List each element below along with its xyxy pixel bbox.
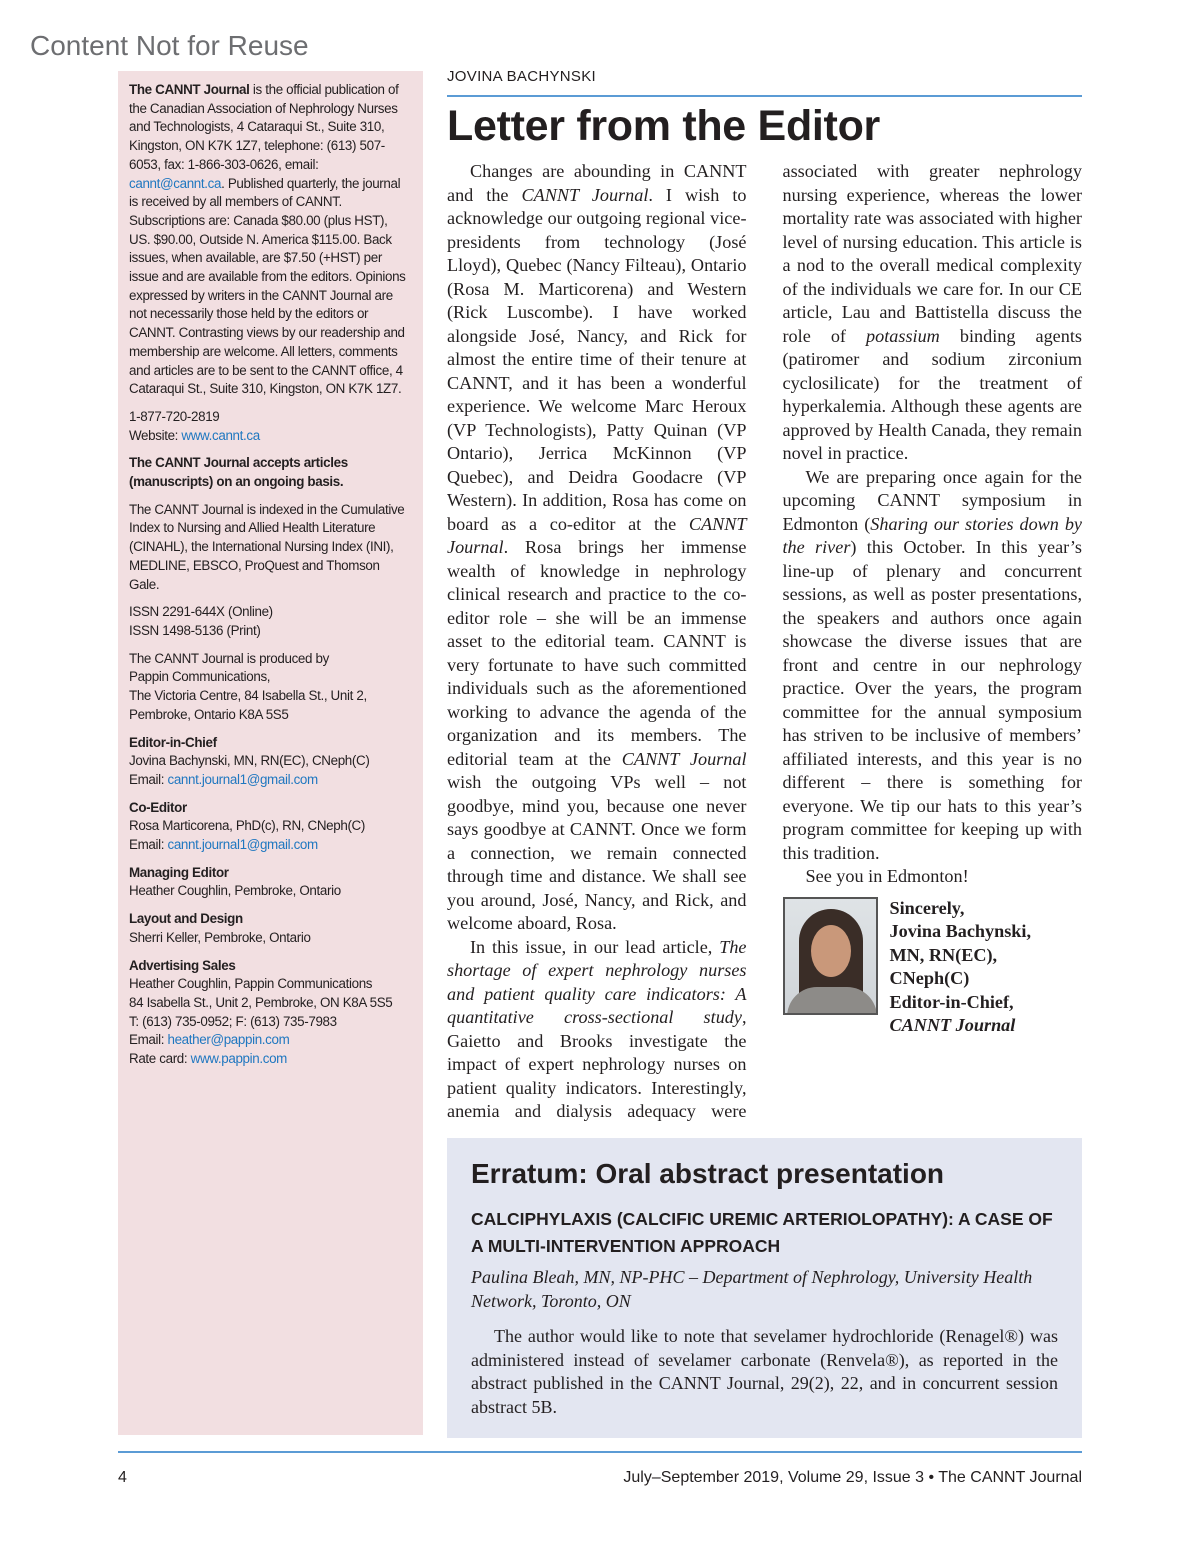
indexed-text: The CANNT Journal is indexed in the Cumulative Index to Nursing and Allied Health Literature (CINAHL), the International Nursing Index (INI), MEDLINE, EBSCO, ProQuest and Thomson Gale.	[129, 501, 405, 592]
phone: 1-877-720-2819	[129, 408, 220, 424]
paragraph-text: Sharing our stories down by the river	[782, 513, 1082, 557]
intro-text: The CANNT Journal	[129, 82, 250, 97]
contacts	[129, 734, 411, 1069]
contact-block	[129, 910, 411, 947]
contact-line: Jovina Bachynski, MN, RN(EC), CNeph(C)	[129, 753, 370, 769]
watermark: Content Not for Reuse	[30, 30, 309, 61]
rate-card-link[interactable]: www.pappin.com	[190, 1051, 287, 1067]
website-label: Website:	[129, 427, 182, 443]
paragraph-text: CANNT Journal	[521, 184, 649, 205]
paragraph-text: binding agents (patiromer and sodium zirconium cyclosilicate) for the treatment of hyperkalemia. Although these agents are approved by Health Canada, they remain novel in practice.	[782, 325, 1082, 463]
contact-role: Editor-in-Chief	[129, 734, 217, 750]
contact-line: Rosa Marticorena, PhD(c), RN, CNeph(C)	[129, 818, 365, 834]
produced-line: Pappin Communications,	[129, 669, 271, 685]
email-label: Email:	[129, 771, 168, 787]
email-link[interactable]: cannt.journal1@gmail.com	[167, 771, 318, 787]
paragraph-text: The shortage of expert nephrology nurses and patient quality care indicators: A quantitative cross-sectional study	[447, 936, 747, 1027]
erratum-heading: Erratum: Oral abstract presentation	[471, 1158, 945, 1189]
signature-line: MN, RN(EC),	[889, 944, 998, 965]
letter-body	[447, 160, 1082, 1128]
contact-role: Advertising Sales	[129, 957, 236, 973]
letter-paragraph	[783, 466, 1083, 866]
masthead-intro	[129, 81, 411, 399]
contact-line: 84 Isabella St., Unit 2, Pembroke, ON K8A 5S5	[129, 994, 393, 1010]
editor-photo	[783, 897, 878, 1015]
intro-text: is the official publication of the Canadian Association of Nephrology Nurses and Technologists, 4 Cataraqui St., Suite 310, Kingston, ON K7K 1Z7, telephone: (613) 507-6053, fax: 1-866-303-0626, email:	[129, 82, 399, 172]
paragraph-text: CANNT Journal	[621, 748, 747, 769]
email-link[interactable]: heather@pappin.com	[167, 1032, 290, 1048]
erratum-body: The author would like to note that sevelamer hydrochloride (Renagel®) was administered instead of sevelamer carbonate (Renvela®), as reported in the abstract published in the CANNT Journal, 29(2), 22, and in concurrent session abstract 5B.	[471, 1326, 1058, 1417]
signature-line: Jovina Bachynski,	[889, 921, 1032, 941]
email-link[interactable]: cannt@cannt.ca	[129, 175, 222, 191]
signature-line: CNeph(C)	[889, 968, 970, 988]
rate-card-label: Rate card:	[129, 1051, 191, 1067]
contact-block	[129, 799, 411, 855]
paragraph-text: In this issue, in our lead article,	[470, 936, 720, 957]
contact-line: Heather Coughlin, Pembroke, Ontario	[129, 883, 341, 899]
contact-role: Managing Editor	[129, 864, 229, 880]
contact-line: T: (613) 735-0952; F: (613) 735-7983	[129, 1013, 337, 1029]
paragraph-text: ) this October. In this year’s line-up of plenary and concurrent sessions, as well as poster presentations, the speakers and authors once again showcase the diverse issues that are front and centre in our nephrology practice. Over the years, the program committee for the annual symposium has striven to be inclusive of members’ affiliated interests, and this year is no different – there is something for everyone. We tip our hats to this year’s program committee for keeping up with this tradition.	[782, 537, 1083, 863]
email-label: Email:	[129, 837, 168, 853]
paragraph-text: . I wish to acknowledge our outgoing regional vice-presidents from technology (José Lloyd), Quebec (Nancy Filteau), Ontario (Rosa M. Marticorena) and Western (Rick Luscombe). I have worked alongside José, Nancy, and Rick for almost the entire time of their tenure at CANNT, and it has been a wonderful experience. We welcome Marc Heroux (VP Technologists), Patty Quinan (VP Ontario), Jerrica McKinnon (VP Quebec), and Deidra Goodacre (VP Western). In addition, Rosa has come on board as a co-editor at the	[447, 184, 747, 534]
signature-journal: CANNT Journal	[889, 1015, 1016, 1035]
intro-text: . Published quarterly, the journal is received by all members of CANNT. Subscriptions are: Canada $80.00 (plus HST), US. $90.00, Outside N. America $115.00. Back issues, when available, are $7.50 (+HST) per issue and are available from the editors. Opinions expressed by writers in the CANNT Journal are not necessarily those held by the editors or CANNT. Contrasting views by our readership and membership are welcome. All letters, comments and articles are to be sent to the CANNT office, 4 Cataraqui St., Suite 310, Kingston, ON K7K 1Z7.	[129, 175, 406, 397]
erratum-box	[447, 1138, 1082, 1438]
contact-block	[129, 864, 411, 901]
paragraph-text: See you in Edmonton!	[805, 866, 969, 886]
contact-role: Co-Editor	[129, 799, 187, 815]
accepts-articles: The CANNT Journal accepts articles (manuscripts) on an ongoing basis.	[129, 455, 348, 490]
article-author: JOVINA BACHYNSKI	[447, 68, 597, 85]
produced-line: Pembroke, Ontario K8A 5S5	[129, 706, 289, 722]
paragraph-text: CANNT Journal	[447, 513, 747, 557]
contact-role: Layout and Design	[129, 911, 243, 927]
produced-by	[129, 650, 411, 725]
paragraph-text: . Rosa brings her immense wealth of knowledge in nephrology clinical research and practice to the co-editor role – she will be an immense asset to the editorial team. CANNT is very fortunate to have such committed individuals such as the aforementioned working to advance the agenda of the organization and its members. The editorial team at the	[447, 537, 747, 769]
contact-line: Sherri Keller, Pembroke, Ontario	[129, 929, 311, 945]
page-number: 4	[118, 1469, 127, 1486]
issn-print: ISSN 1498-5136 (Print)	[129, 622, 261, 638]
paragraph-text: potassium	[866, 325, 940, 346]
contact-block	[129, 734, 411, 790]
erratum-title: CALCIPHYLAXIS (CALCIFIC UREMIC ARTERIOLOPATHY): A CASE OF A MULTI-INTERVENTION APPROACH	[471, 1209, 1053, 1256]
email-label: Email:	[129, 1032, 168, 1048]
paragraph-text: We are preparing once again for the upcoming CANNT symposium in Edmonton (	[782, 466, 1082, 534]
produced-line: The CANNT Journal is produced by	[129, 650, 329, 666]
signature	[890, 897, 1032, 1038]
letter-paragraph	[447, 160, 747, 936]
page-title: Letter from the Editor	[447, 102, 880, 150]
issn-online: ISSN 2291-644X (Online)	[129, 604, 273, 620]
email-link[interactable]: cannt.journal1@gmail.com	[167, 837, 318, 853]
signature-line: Sincerely,	[889, 897, 965, 918]
header-rule	[447, 95, 1082, 97]
masthead-sidebar	[118, 71, 423, 1435]
website-link[interactable]: www.cannt.ca	[181, 427, 260, 443]
issue-info: July–September 2019, Volume 29, Issue 3 • The CANNT Journal	[623, 1469, 1082, 1486]
footer-rule	[118, 1451, 1082, 1453]
signature-block	[783, 897, 1083, 1038]
letter-paragraph	[783, 865, 1083, 889]
paragraph-text: , Gaietto and Brooks investigate the impact of expert nephrology nurses on patient quality indicators. Interestingly, anemia and dialysis adequacy were associated with greater nephrology nursing experience, whereas the lower mortality rate was associated with higher level of nursing education. This article is a nod to the overall medical complexity of the individuals we care for. In our CE article, Lau and Battistella discuss the role of	[447, 161, 1082, 1121]
produced-line: The Victoria Centre, 84 Isabella St., Unit 2,	[129, 688, 367, 704]
erratum-byline: Paulina Bleah, MN, NP-PHC – Department of Nephrology, University Health Network, Toronto, ON	[471, 1267, 1033, 1311]
contact-line: Heather Coughlin, Pappin Communications	[129, 976, 373, 992]
contact-block	[129, 957, 411, 1069]
signature-line: Editor-in-Chief,	[889, 991, 1014, 1012]
paragraph-text: Changes are abounding in CANNT and the	[447, 161, 747, 205]
paragraph-text: wish the outgoing VPs well – not goodbye, mind you, because one never says goodbye at CANNT. Once we form a connection, we remain connected through time and distance. We shall see you around, José, Nancy, and Rick, and welcome aboard, Rosa.	[447, 772, 747, 933]
